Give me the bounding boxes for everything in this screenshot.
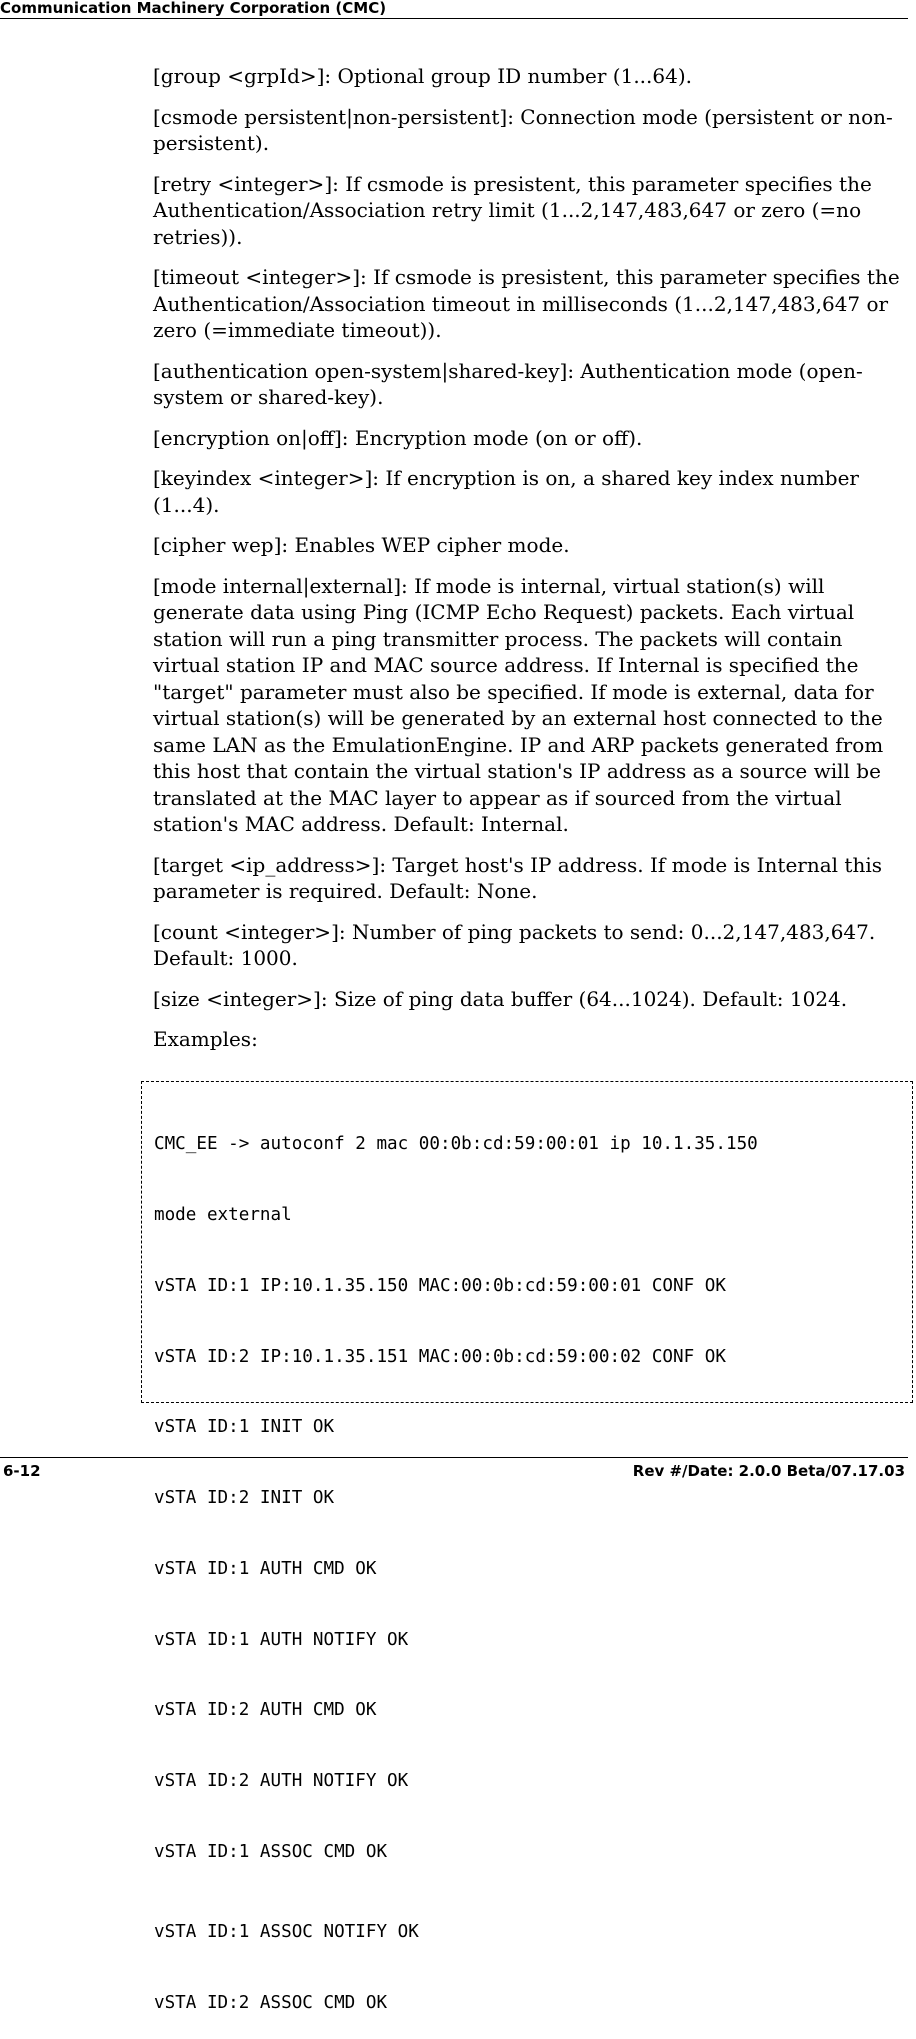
header-title: Communication Machinery Corporation (CMC) <box>0 0 387 17</box>
param-csmode: [csmode persistent|non-persistent]: Connection mode (persistent or non-persistent). <box>153 104 893 155</box>
code-line: vSTA ID:1 ASSOC NOTIFY OK <box>154 1921 419 1942</box>
param-retry: [retry <integer>]: If csmode is presistent, this parameter specifies the Authentication/Association retry limit (1...2,147,483,647 or zero (=no retries)). <box>153 171 872 249</box>
code-line: mode external <box>154 1204 292 1225</box>
code-line: vSTA ID:1 AUTH CMD OK <box>154 1558 377 1579</box>
param-cipher: [cipher wep]: Enables WEP cipher mode. <box>153 533 570 557</box>
param-size: [size <integer>]: Size of ping data buffer (64...1024). Default: 1024. <box>153 986 848 1011</box>
footer-divider <box>0 1457 908 1458</box>
examples-heading: Examples: <box>153 1027 258 1051</box>
code-line: vSTA ID:2 ASSOC CMD OK <box>154 1992 388 2013</box>
code-line: vSTA ID:1 AUTH NOTIFY OK <box>154 1629 409 1650</box>
code-line: vSTA ID:2 IP:10.1.35.151 MAC:00:0b:cd:59:00:02 CONF OK <box>154 1346 726 1367</box>
code-line: vSTA ID:1 IP:10.1.35.150 MAC:00:0b:cd:59:00:01 CONF OK <box>154 1275 726 1296</box>
param-mode: [mode internal|external]: If mode is internal, virtual station(s) will generate data using Ping (ICMP Echo Request) packets. Each virtual station will run a ping transmitter process. The packets will contain virtual station IP and MAC source address. If Internal is specified the "target" parameter must also be specified. If mode is external, data for virtual station(s) will be generated by an external host connected to the same LAN as the EmulationEngine. IP and ARP packets generated from this host that contain the virtual station's IP address as a source will be translated at the MAC layer to appear as if sourced from the virtual station's MAC address. Default: Internal. <box>153 573 884 836</box>
page-number: 6-12 <box>3 1462 41 1480</box>
param-target: [target <ip_address>]: Target host's IP address. If mode is Internal this parameter is required. Default: None. <box>153 852 882 903</box>
code-line: vSTA ID:2 AUTH NOTIFY OK <box>154 1771 409 1792</box>
page-header <box>0 0 908 19</box>
param-keyindex: [keyindex <integer>]: If encryption is on, a shared key index number (1...4). <box>153 466 859 517</box>
code-line: vSTA ID:2 AUTH CMD OK <box>154 1700 377 1721</box>
param-group: [group <grpId>]: Optional group ID number (1...64). <box>153 64 692 88</box>
param-count: [count <integer>]: Number of ping packets to send: 0...2,147,483,647. Default: 1000. <box>153 919 876 970</box>
revision-info: Rev #/Date: 2.0.0 Beta/07.17.03 <box>632 1462 905 1480</box>
code-line: vSTA ID:2 INIT OK <box>154 1488 335 1509</box>
param-encryption: [encryption on|off]: Encryption mode (on or off). <box>153 425 643 450</box>
document-body <box>153 63 905 1067</box>
param-timeout: [timeout <integer>]: If csmode is presistent, this parameter specifies the Authentication/Association timeout in milliseconds (1...2,147,483,647 or zero (=immediate timeout)). <box>153 265 900 342</box>
param-authentication: [authentication open-system|shared-key]: Authentication mode (open-system or shared-key). <box>153 358 863 409</box>
page-footer <box>0 1462 905 1482</box>
code-line: vSTA ID:1 ASSOC CMD OK <box>154 1842 388 1862</box>
code-line: vSTA ID:1 INIT OK <box>154 1417 335 1438</box>
code-line: CMC_EE -> autoconf 2 mac 00:0b:cd:59:00:01 ip 10.1.35.150 <box>154 1134 758 1155</box>
